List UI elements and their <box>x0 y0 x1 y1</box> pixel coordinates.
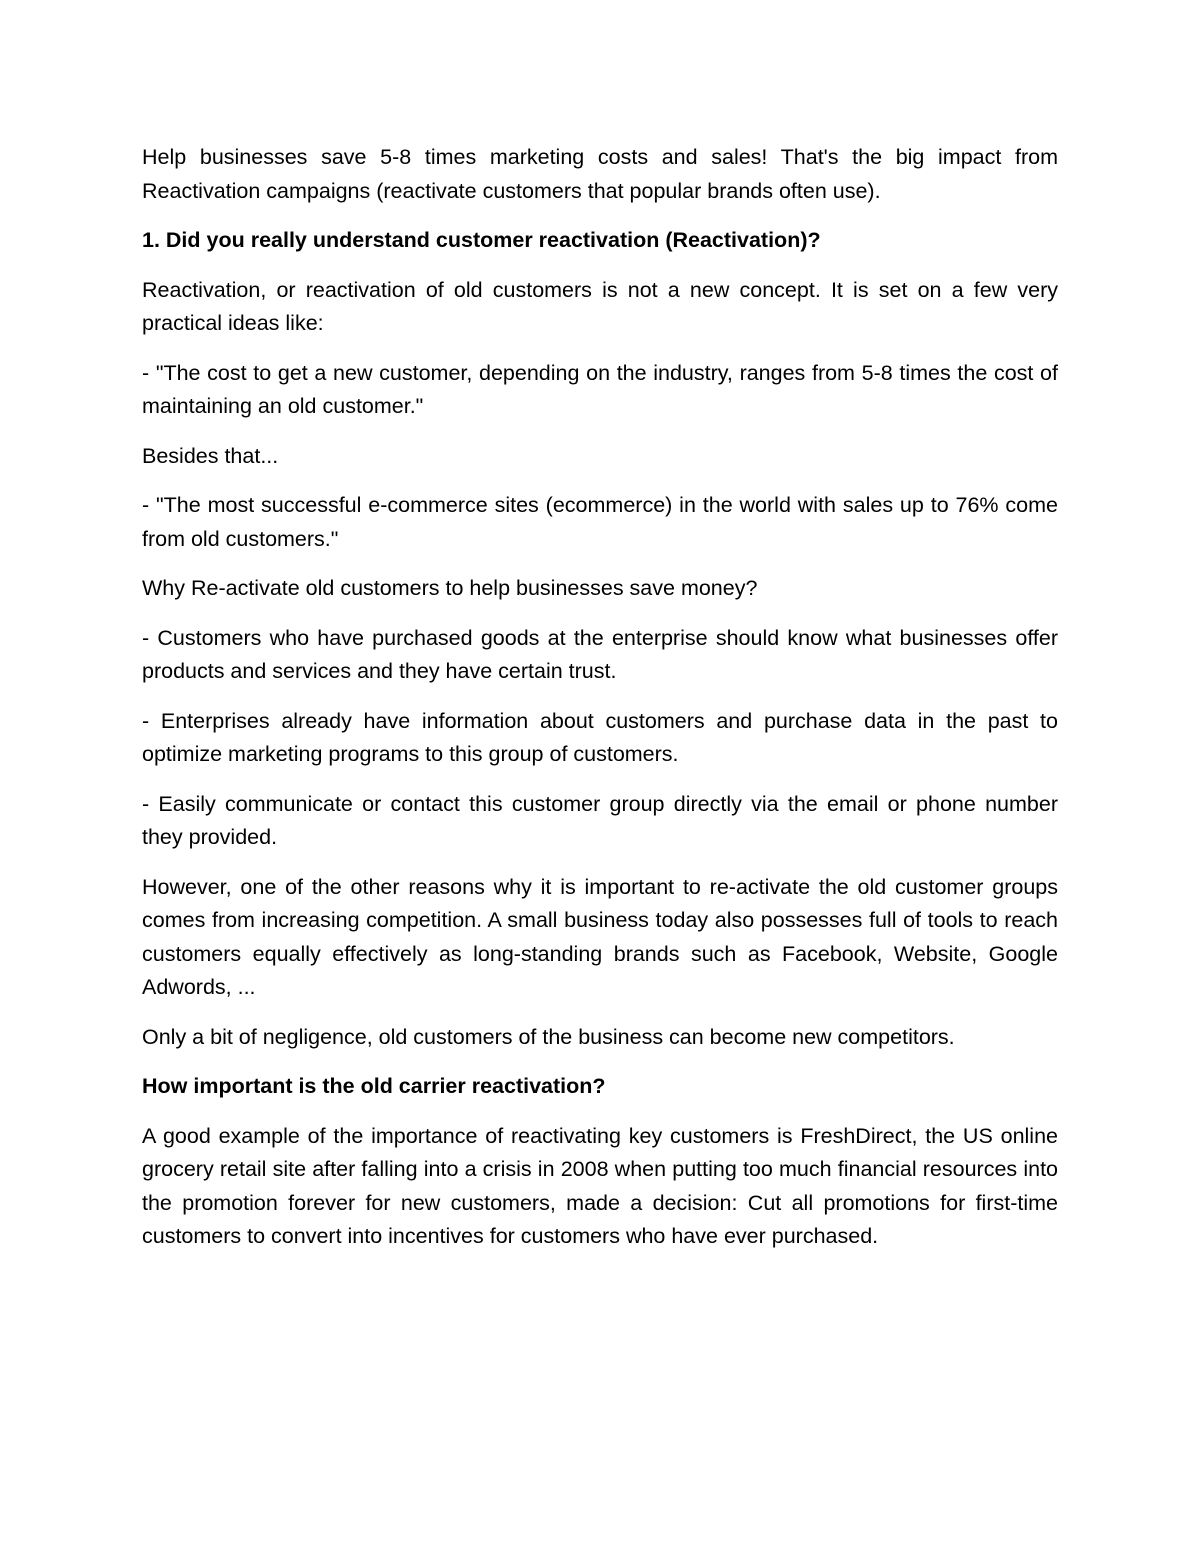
section-heading-importance: How important is the old carrier reactivation? <box>142 1074 606 1098</box>
freshdirect-example-paragraph: A good example of the importance of reactivating key customers is FreshDirect, the US online grocery retail site after falling into a crisis in 2008 when putting too much financial resources into the promotion forever for new customers, made a decision: Cut all promotions for first-time customers to convert into incentives for customers who have ever purchased. <box>142 1123 1058 1248</box>
cost-quote-bullet: - "The cost to get a new customer, depending on the industry, ranges from 5-8 times the cost of maintaining an old customer." <box>142 360 1058 418</box>
besides-that-paragraph: Besides that... <box>142 443 279 468</box>
competition-paragraph: However, one of the other reasons why it is important to re-activate the old customer groups comes from increasing competition. A small business today also possesses full of tools to reach customers equally effectively as long-standing brands such as Facebook, Website, Google Adwords, ... <box>142 874 1058 999</box>
document-page <box>142 141 1058 1270</box>
reactivation-definition-paragraph: Reactivation, or reactivation of old customers is not a new concept. It is set on a few very practical ideas like: <box>142 277 1058 335</box>
why-reactivate-paragraph: Why Re-activate old customers to help businesses save money? <box>142 576 758 600</box>
ecommerce-quote-bullet: - "The most successful e-commerce sites (ecommerce) in the world with sales up to 76% come from old customers." <box>142 493 1058 551</box>
negligence-paragraph: Only a bit of negligence, old customers of the business can become new competitors. <box>142 1024 955 1049</box>
contact-bullet: - Easily communicate or contact this customer group directly via the email or phone number they provided. <box>142 791 1058 849</box>
data-bullet: - Enterprises already have information about customers and purchase data in the past to optimize marketing programs to this group of customers. <box>142 708 1058 766</box>
section-heading-reactivation: 1. Did you really understand customer reactivation (Reactivation)? <box>142 228 821 252</box>
intro-paragraph: Help businesses save 5-8 times marketing costs and sales! That's the big impact from Reactivation campaigns (reactivate customers that popular brands often use). <box>142 145 1058 203</box>
trust-bullet: - Customers who have purchased goods at the enterprise should know what businesses offer products and services and they have certain trust. <box>142 625 1058 683</box>
